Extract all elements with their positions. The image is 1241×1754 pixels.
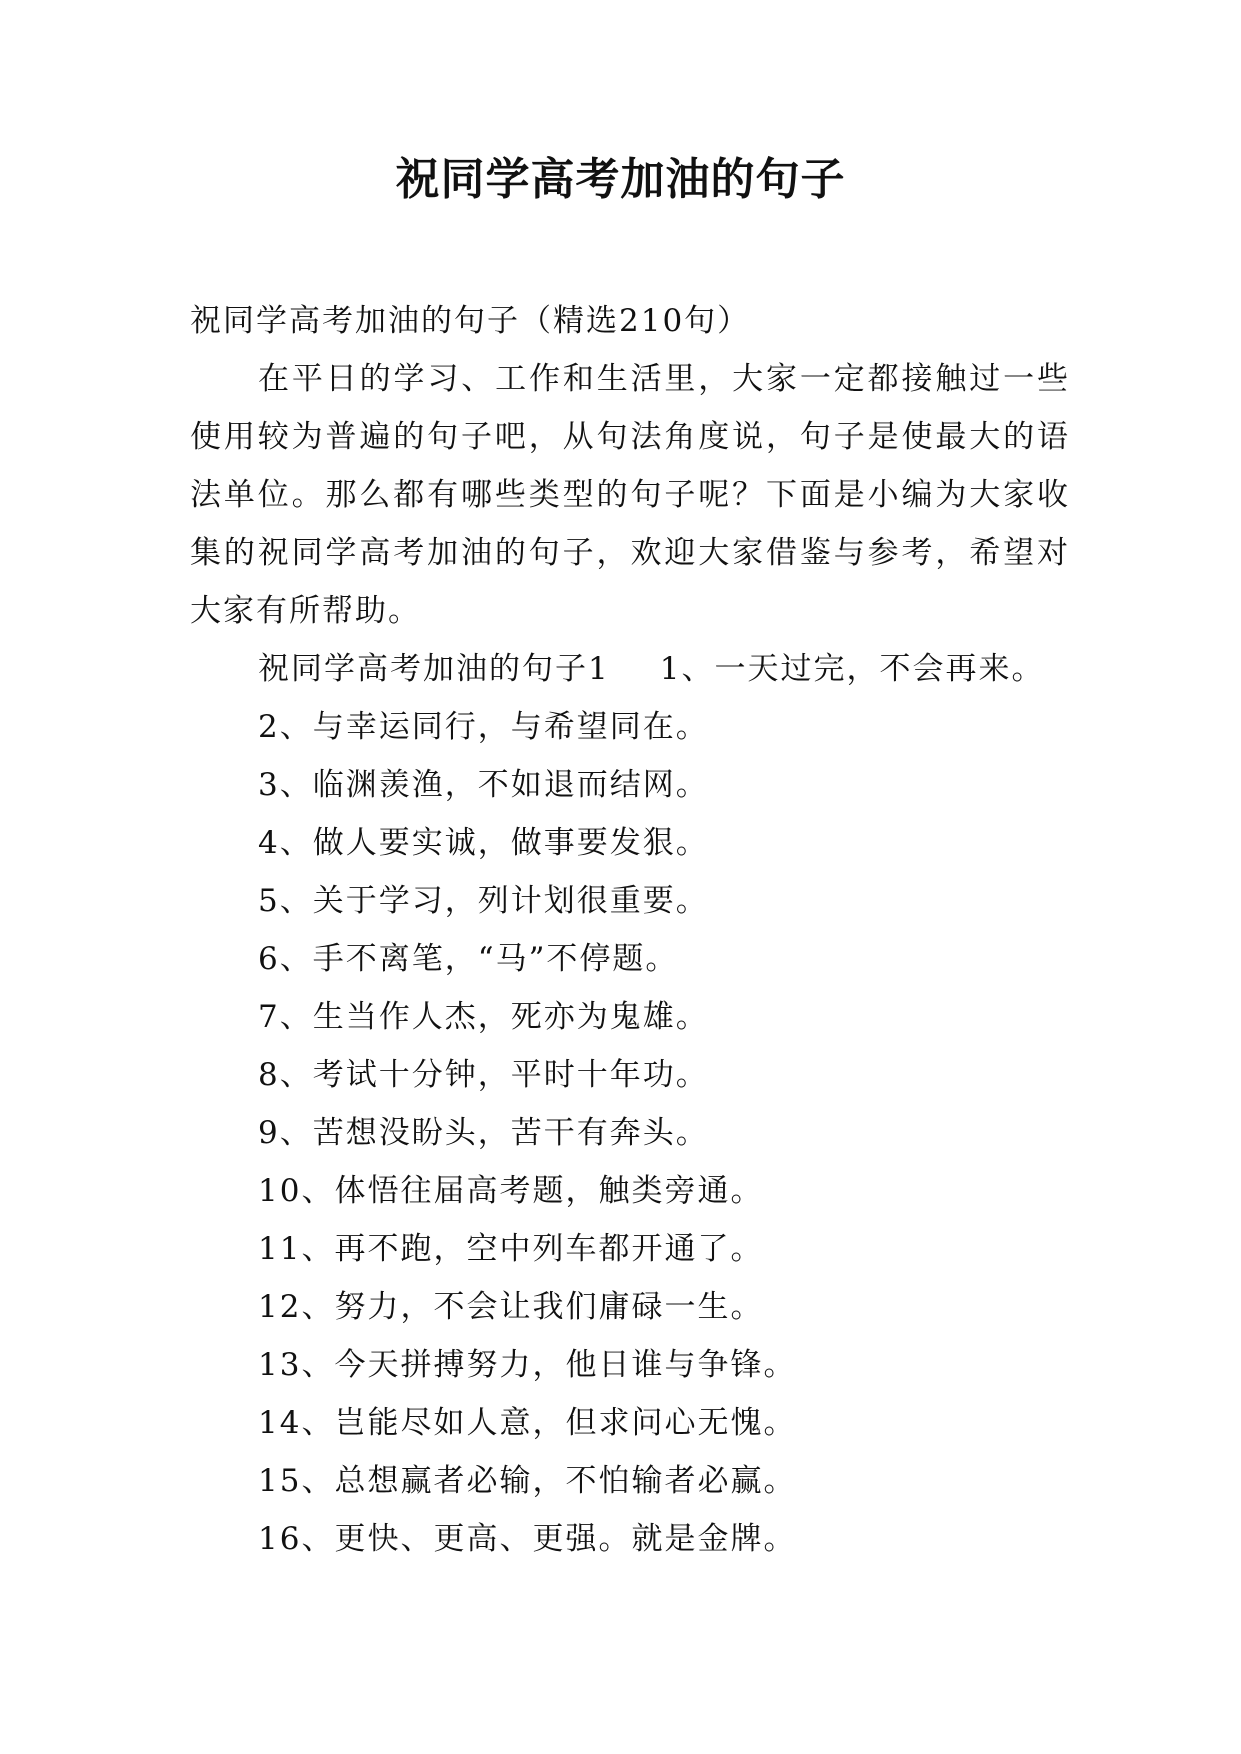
document-title: 祝同学高考加油的句子 [395,154,846,205]
section-line [190,640,1070,698]
list-item: 16、更快、更高、更强。就是金牌。 [258,1521,797,1557]
list-item: 8、考试十分钟，平时十年功。 [258,1057,709,1093]
list-item: 12、努力，不会让我们庸碌一生。 [258,1289,764,1325]
section-heading: 祝同学高考加油的句子1 [258,651,610,687]
list-item: 1、一天过完，不会再来。 [659,651,1045,687]
list-item: 11、再不跑，空中列车都开通了。 [258,1231,764,1267]
intro-paragraph: 在平日的学习、工作和生活里，大家一定都接触过一些使用较为普遍的句子吧，从句法角度说，句子是使最大的语法单位。那么都有哪些类型的句子呢？下面是小编为大家收集的祝同学高考加油的句子，欢迎大家借鉴与参考，希望对大家有所帮助。 [190,361,1070,629]
list-item: 13、今天拼搏努力，他日谁与争锋。 [258,1347,797,1383]
list-item: 2、与幸运同行，与希望同在。 [258,709,709,745]
list-item: 4、做人要实诚，做事要发狠。 [258,825,709,861]
list-item: 10、体悟往届高考题，触类旁通。 [258,1173,764,1209]
list-item: 3、临渊羡渔，不如退而结网。 [258,767,709,803]
document-subtitle: 祝同学高考加油的句子（精选210句） [190,303,751,339]
list-item: 6、手不离笔，“马”不停题。 [258,941,679,977]
document-body [190,292,1070,1568]
list-item: 7、生当作人杰，死亦为鬼雄。 [258,999,709,1035]
list-item: 15、总想赢者必输，不怕输者必赢。 [258,1463,797,1499]
list-item: 5、关于学习，列计划很重要。 [258,883,709,919]
list-item: 14、岂能尽如人意，但求问心无愧。 [258,1405,797,1441]
list-item: 9、苦想没盼头，苦干有奔头。 [258,1115,709,1151]
